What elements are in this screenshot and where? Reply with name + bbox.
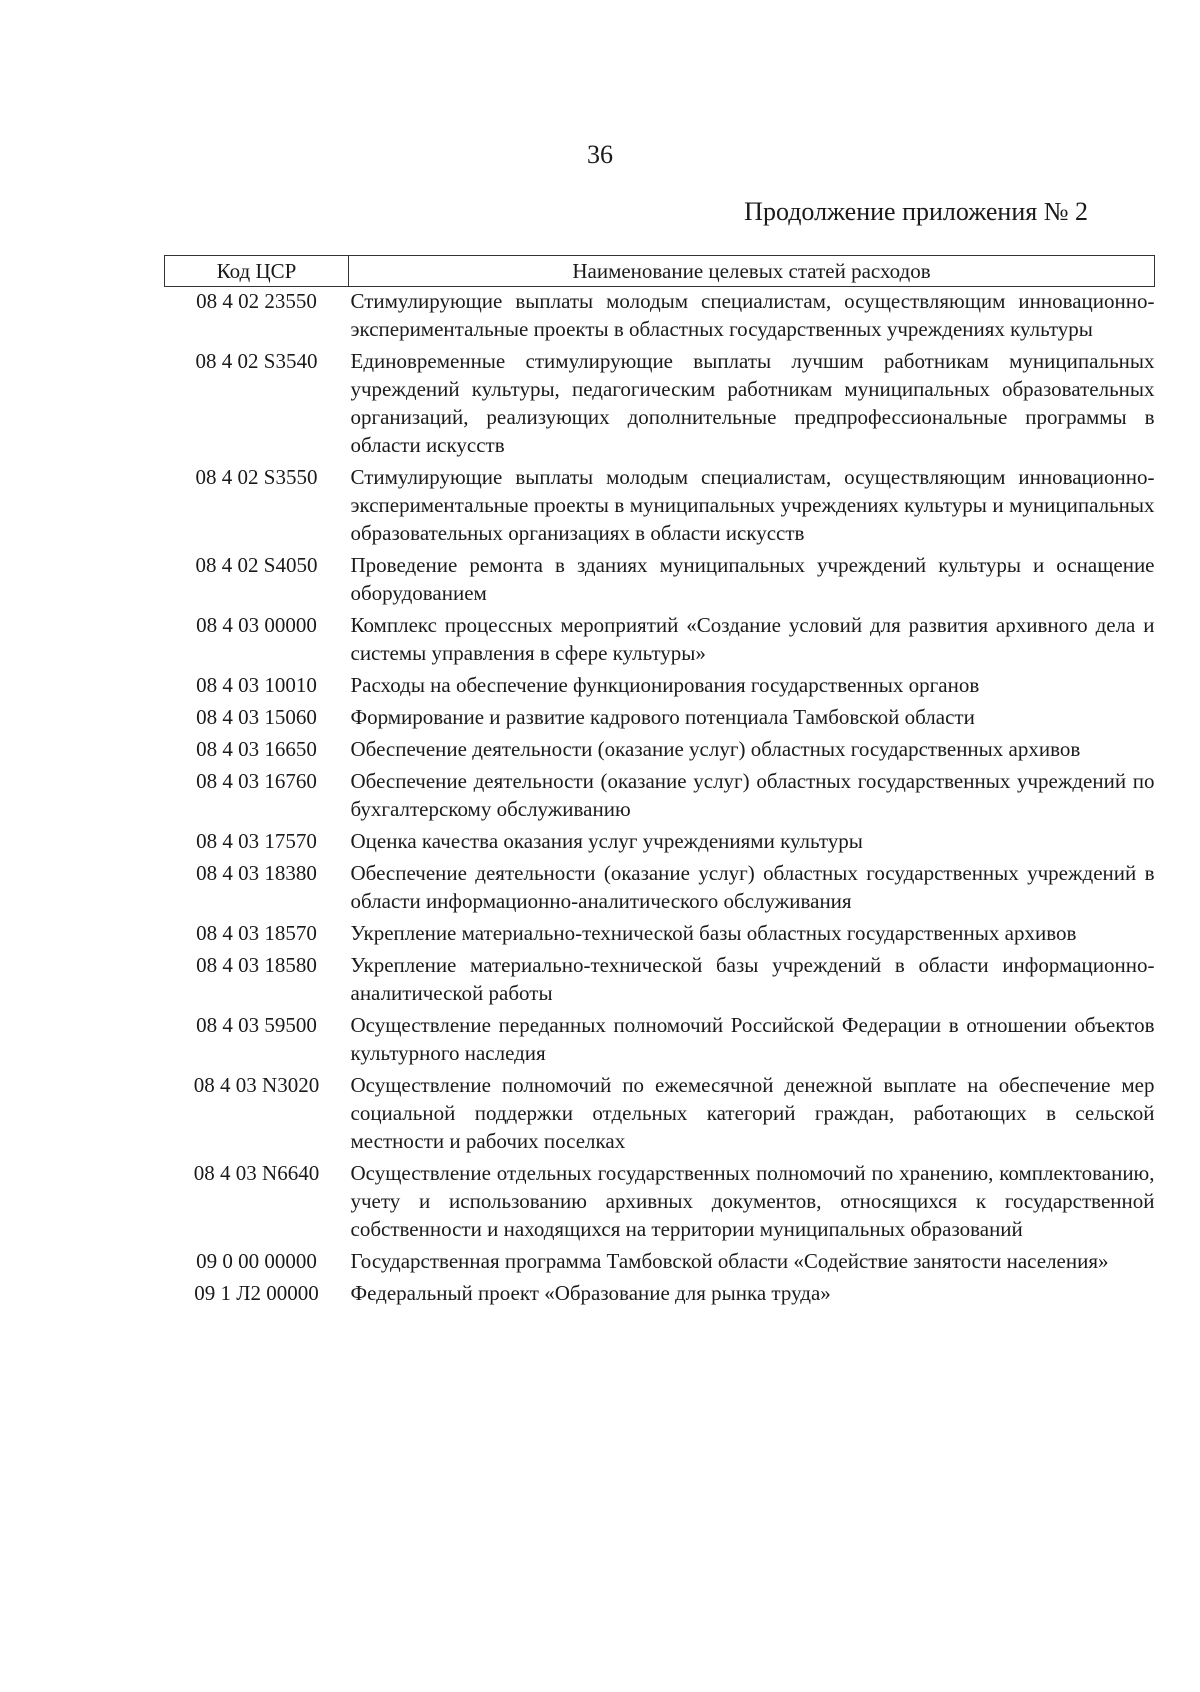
row-name: Осуществление отдельных государственных полномочий по хранению, комплектованию, учету и использованию архивных документов, относящихся к государственной собственности и находящихся на территории муниципальных образований: [350, 1161, 1155, 1241]
row-name: Оценка качества оказания услуг учреждениями культуры: [350, 829, 863, 853]
row-name: Осуществление переданных полномочий Российской Федерации в отношении объектов культурного наследия: [350, 1013, 1155, 1065]
expenditure-items-table: [164, 255, 1155, 1311]
table-row: [165, 671, 1155, 703]
row-name: Обеспечение деятельности (оказание услуг) областных государственных учреждений в области информационно-аналитического обслуживания: [350, 861, 1155, 913]
row-code: 08 4 03 N6640: [193, 1161, 320, 1185]
row-name: Осуществление полномочий по ежемесячной денежной выплате на обеспечение мер социальной поддержки отдельных категорий граждан, работающих в сельской местности и рабочих поселках: [350, 1073, 1155, 1153]
table-row: [165, 347, 1155, 463]
table-body: [165, 287, 1155, 1312]
row-code: 08 4 03 18380: [196, 861, 317, 885]
row-code: 08 4 02 S3550: [195, 465, 318, 489]
table-row: [165, 767, 1155, 827]
row-name: Обеспечение деятельности (оказание услуг) областных государственных учреждений по бухгалтерскому обслуживанию: [350, 769, 1155, 821]
row-name: Единовременные стимулирующие выплаты лучшим работникам муниципальных учреждений культуры, педагогическим работникам муниципальных образовательных организаций, реализующих дополнительные предпрофессиональные программы в области искусств: [350, 349, 1155, 457]
row-name: Государственная программа Тамбовской области «Содействие занятости населения»: [350, 1249, 1109, 1273]
table-row: [165, 1247, 1155, 1279]
row-name: Проведение ремонта в зданиях муниципальных учреждений культуры и оснащение оборудованием: [350, 553, 1155, 605]
table-row: [165, 735, 1155, 767]
table-header-row: [165, 256, 1155, 287]
row-name: Обеспечение деятельности (оказание услуг) областных государственных архивов: [350, 737, 1081, 761]
table-row: [165, 1071, 1155, 1159]
row-code: 08 4 02 S4050: [195, 553, 318, 577]
column-header-code: Код ЦСР: [165, 256, 349, 287]
table-row: [165, 287, 1155, 348]
table-row: [165, 859, 1155, 919]
row-name: Стимулирующие выплаты молодым специалистам, осуществляющим инновационно-экспериментальные проекты в областных государственных учреждениях культуры: [350, 289, 1155, 341]
row-code: 08 4 03 00000: [196, 613, 317, 637]
page-number: 36: [587, 140, 613, 169]
table-row: [165, 703, 1155, 735]
row-name: Комплекс процессных мероприятий «Создание условий для развития архивного дела и системы управления в сфере культуры»: [350, 613, 1155, 665]
row-code: 09 1 Л2 00000: [194, 1281, 319, 1305]
row-name: Стимулирующие выплаты молодым специалистам, осуществляющим инновационно-экспериментальные проекты в муниципальных учреждениях культуры и муниципальных образовательных организациях в области искусств: [350, 465, 1155, 545]
table-row: [165, 1279, 1155, 1311]
row-code: 08 4 02 S3540: [195, 349, 318, 373]
table-row: [165, 919, 1155, 951]
table-row: [165, 827, 1155, 859]
row-code: 09 0 00 00000: [196, 1249, 317, 1273]
row-code: 08 4 03 59500: [196, 1013, 317, 1037]
table-row: [165, 463, 1155, 551]
appendix-note: Продолжение приложения № 2: [744, 197, 1088, 226]
row-code: 08 4 03 17570: [196, 829, 317, 853]
row-code: 08 4 03 18570: [196, 921, 317, 945]
table-header: [165, 256, 1155, 287]
row-name: Федеральный проект «Образование для рынка труда»: [350, 1281, 831, 1305]
table-row: [165, 1011, 1155, 1071]
column-header-name: Наименование целевых статей расходов: [349, 256, 1155, 287]
row-code: 08 4 03 16760: [196, 769, 317, 793]
table-row: [165, 1159, 1155, 1247]
row-code: 08 4 03 15060: [196, 705, 317, 729]
row-name: Укрепление материально-технической базы областных государственных архивов: [350, 921, 1077, 945]
row-code: 08 4 03 10010: [196, 673, 317, 697]
row-code: 08 4 03 18580: [196, 953, 317, 977]
table-row: [165, 611, 1155, 671]
row-name: Формирование и развитие кадрового потенциала Тамбовской области: [350, 705, 975, 729]
row-name: Укрепление материально-технической базы учреждений в области информационно-аналитической работы: [350, 953, 1155, 1005]
table-row: [165, 551, 1155, 611]
row-name: Расходы на обеспечение функционирования государственных органов: [350, 673, 980, 697]
row-code: 08 4 03 16650: [196, 737, 317, 761]
table-row: [165, 951, 1155, 1011]
row-code: 08 4 03 N3020: [193, 1073, 320, 1097]
row-code: 08 4 02 23550: [196, 289, 317, 313]
